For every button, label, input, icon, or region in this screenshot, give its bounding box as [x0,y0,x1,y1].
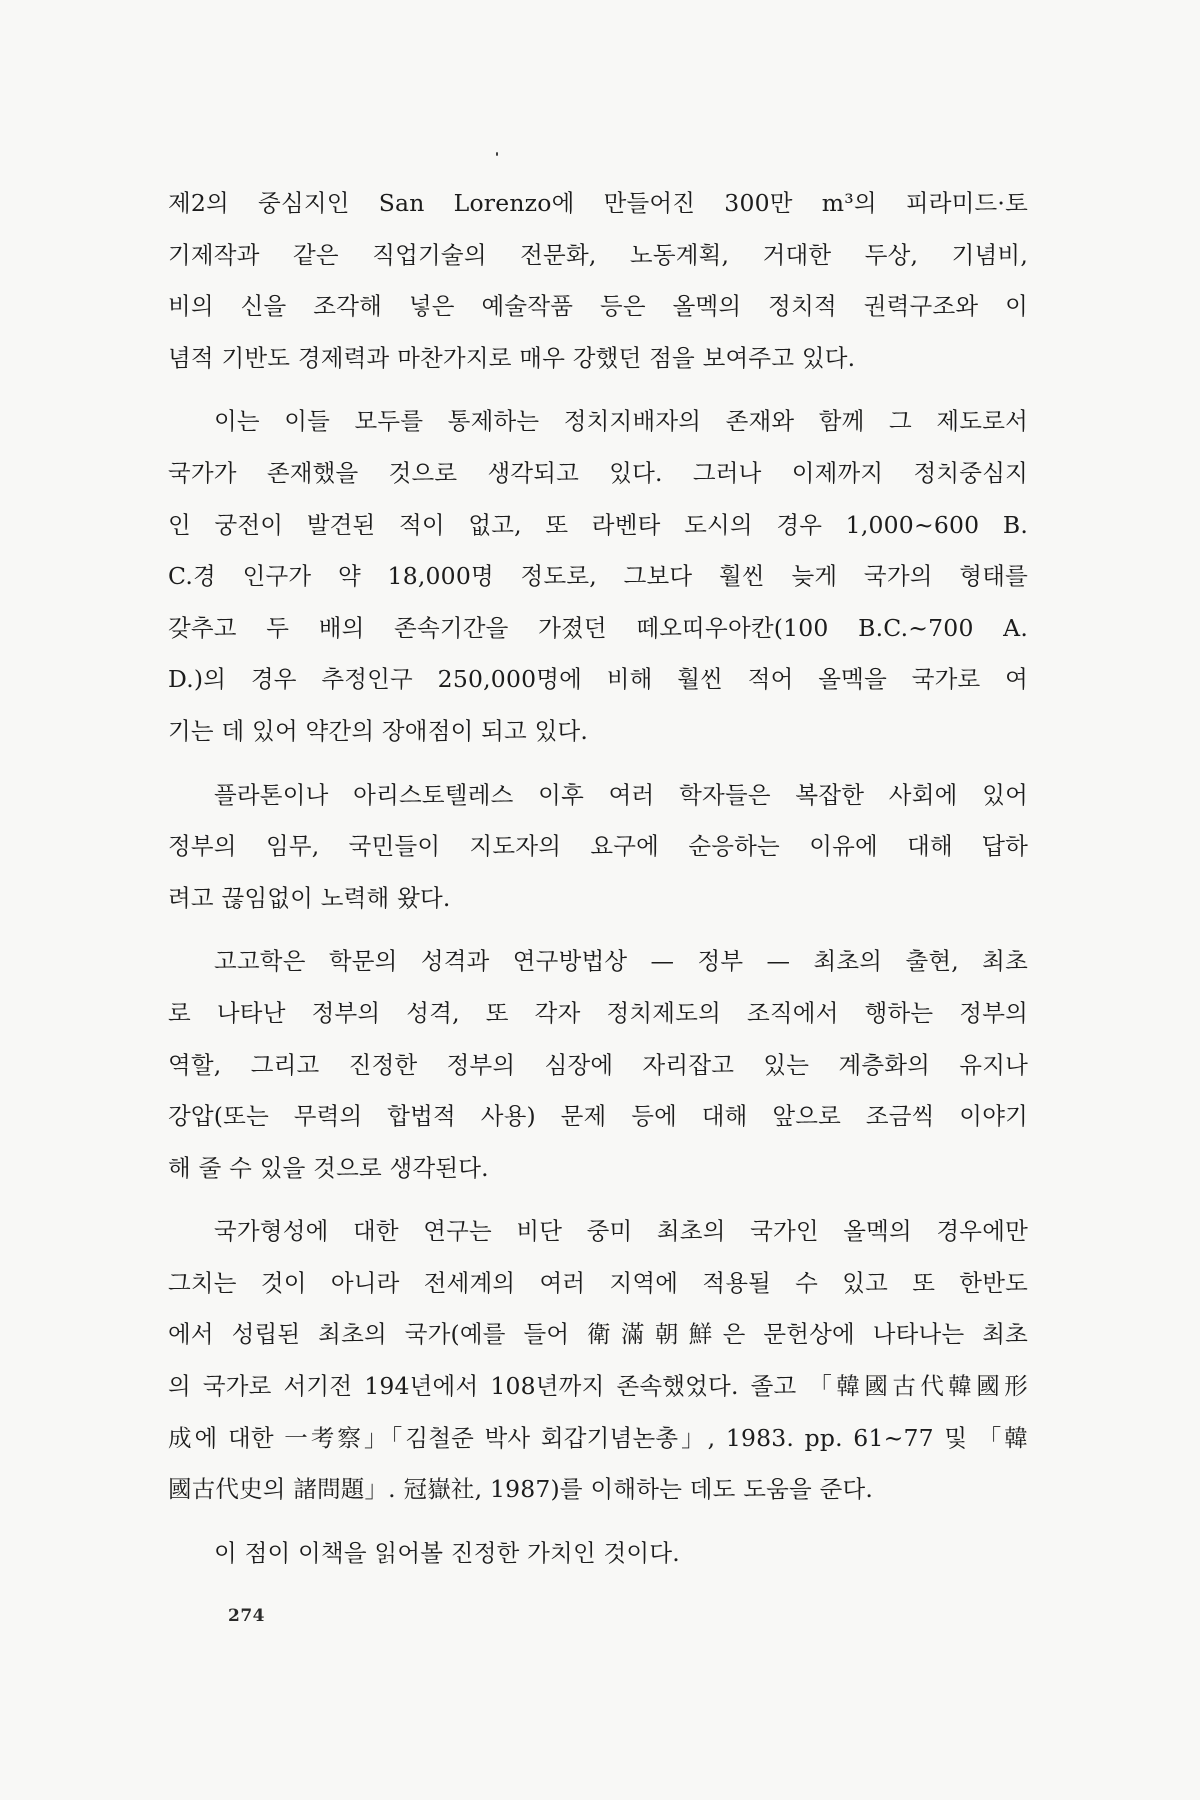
text-line: 념적 기반도 경제력과 마찬가지로 매우 강했던 점을 보여주고 있다. [168,343,856,372]
text-line: 제2의 중심지인 San Lorenzo에 만들어진 300만 m³의 피라미드·토 [168,189,1028,217]
paragraph [168,1528,1028,1580]
text-line: 고고학은 학문의 성격과 연구방법상 — 정부 — 최초의 출현, 최초 [214,947,1028,976]
text-line: 국가형성에 대한 연구는 비단 중미 최초의 국가인 올멕의 경우에만 [214,1217,1028,1246]
text-line: 강압(또는 무력의 합법적 사용) 문제 등에 대해 앞으로 조금씩 이야기 [168,1102,1028,1131]
paragraph [168,1206,1028,1516]
body-text [168,178,1028,1591]
paragraph [168,936,1028,1194]
text-line: C.경 인구가 약 18,000명 정도로, 그보다 훨씬 늦게 국가의 형태를 [168,562,1028,591]
text-line: 成에 대한 一考察」「김철준 박사 회갑기념논총」, 1983. pp. 61~77 및 「韓 [168,1423,1028,1452]
text-line: 해 줄 수 있을 것으로 생각된다. [168,1153,489,1182]
text-line: 이는 이들 모두를 통제하는 정치지배자의 존재와 함께 그 제도로서 [214,407,1028,436]
text-line: 정부의 임무, 국민들이 지도자의 요구에 순응하는 이유에 대해 답하 [168,832,1028,861]
text-line: 려고 끊임없이 노력해 왔다. [168,883,451,912]
text-line: 기는 데 있어 약간의 장애점이 되고 있다. [168,716,589,745]
text-line: 인 궁전이 발견된 적이 없고, 또 라벤타 도시의 경우 1,000~600 B. [168,510,1028,539]
text-line: 國古代史의 諸問題」. 冠嶽社, 1987)를 이해하는 데도 도움을 준다. [168,1475,874,1504]
text-line: 갖추고 두 배의 존속기간을 가졌던 떼오띠우아칸(100 B.C.~700 A. [168,613,1028,642]
text-line: 기제작과 같은 직업기술의 전문화, 노동계획, 거대한 두상, 기념비, [168,240,1028,269]
paragraph [168,178,1028,384]
page-number: 274 [228,1606,265,1626]
paragraph [168,770,1028,925]
text-line: D.)의 경우 추정인구 250,000명에 비해 훨씬 적어 올멕을 국가로 여 [168,665,1028,694]
text-line: 역할, 그리고 진정한 정부의 심장에 자리잡고 있는 계층화의 유지나 [168,1050,1028,1079]
text-line: 그치는 것이 아니라 전세계의 여러 지역에 적용될 수 있고 또 한반도 [168,1268,1028,1297]
text-line: 의 국가로 서기전 194년에서 108년까지 존속했었다. 졸고 「韓國古代韓國形 [168,1372,1028,1401]
paragraph [168,396,1028,757]
text-line: 로 나타난 정부의 성격, 또 각자 정치제도의 조직에서 행하는 정부의 [168,998,1028,1027]
text-line: 국가가 존재했을 것으로 생각되고 있다. 그러나 이제까지 정치중심지 [168,458,1028,487]
ink-speck [496,152,498,156]
text-line: 플라톤이나 아리스토텔레스 이후 여러 학자들은 복잡한 사회에 있어 [214,780,1028,809]
text-line: 비의 신을 조각해 넣은 예술작품 등은 올멕의 정치적 권력구조와 이 [168,292,1028,321]
text-line: 에서 성립된 최초의 국가(예를 들어 衛滿朝鮮은 문헌상에 나타나는 최초 [168,1320,1028,1349]
text-line: 이 점이 이책을 읽어볼 진정한 가치인 것이다. [214,1538,680,1567]
